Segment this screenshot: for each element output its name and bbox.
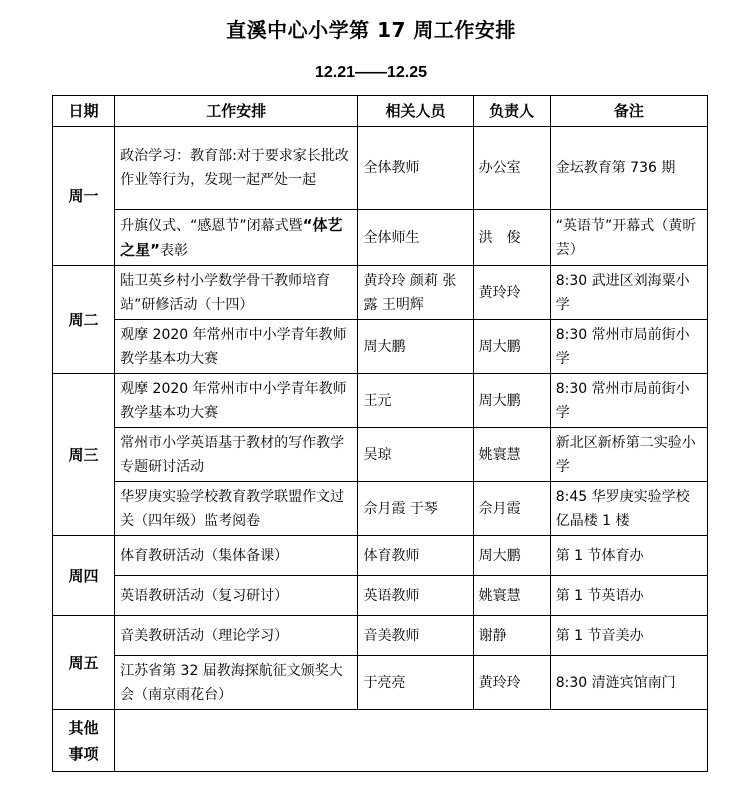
note-cell: “英语节”开幕式（黄昕芸） <box>550 210 707 266</box>
table-row <box>53 482 708 536</box>
task-cell: 华罗庚实验学校教育教学联盟作文过关（四年级）监考阅卷 <box>115 482 358 536</box>
people-cell: 英语教师 <box>358 576 473 616</box>
page-title: 直溪中心小学第 17 周工作安排 <box>226 18 516 42</box>
people-cell: 王元 <box>358 374 473 428</box>
table-row <box>53 374 708 428</box>
table-row <box>53 210 708 266</box>
table-row <box>53 656 708 710</box>
other-label-line1: 其他 <box>68 718 99 737</box>
task-cell: 英语教研活动（复习研讨） <box>115 576 358 616</box>
header-people: 相关人员 <box>358 96 473 127</box>
header-note: 备注 <box>550 96 707 127</box>
task-cell: 江苏省第 32 届教海探航征文颁奖大会（南京雨花台） <box>115 656 358 710</box>
date-range: 12.21——12.25 <box>314 64 428 81</box>
note-cell: 金坛教育第 736 期 <box>550 127 707 210</box>
lead-cell: 周大鹏 <box>473 320 550 374</box>
table-header-row <box>53 96 708 127</box>
day-label: 周五 <box>53 616 115 710</box>
lead-cell: 黄玲玲 <box>473 656 550 710</box>
task-cell: 观摩 2020 年常州市中小学青年教师教学基本功大赛 <box>115 320 358 374</box>
day-label: 周二 <box>53 266 115 374</box>
task-cell: 常州市小学英语基于教材的写作教学专题研讨活动 <box>115 428 358 482</box>
note-cell: 第 1 节音美办 <box>550 616 707 656</box>
people-cell: 音美教师 <box>358 616 473 656</box>
people-cell: 黄玲玲 颜莉 张露 王明辉 <box>358 266 473 320</box>
lead-cell: 周大鹏 <box>473 374 550 428</box>
day-label: 周四 <box>53 536 115 616</box>
task-text: 表彰 <box>159 242 188 259</box>
lead-cell: 姚寰慧 <box>473 428 550 482</box>
day-label: 周一 <box>53 127 115 266</box>
table-row <box>53 428 708 482</box>
task-cell <box>115 210 358 266</box>
table-row <box>53 266 708 320</box>
note-cell: 8:45 华罗庚实验学校亿晶楼 1 楼 <box>550 482 707 536</box>
table-row <box>53 320 708 374</box>
header-task: 工作安排 <box>115 96 358 127</box>
task-emphasis: “体艺之星” <box>120 215 343 259</box>
people-cell: 佘月霞 于琴 <box>358 482 473 536</box>
task-cell: 观摩 2020 年常州市中小学青年教师教学基本功大赛 <box>115 374 358 428</box>
people-cell: 全体师生 <box>358 210 473 266</box>
table-row <box>53 616 708 656</box>
task-cell: 音美教研活动（理论学习） <box>115 616 358 656</box>
lead-cell: 洪 俊 <box>473 210 550 266</box>
table-row <box>53 127 708 210</box>
task-cell: 陆卫英乡村小学数学骨干教师培育站”研修活动（十四） <box>115 266 358 320</box>
note-cell: 第 1 节体育办 <box>550 536 707 576</box>
people-cell: 吴琼 <box>358 428 473 482</box>
task-cell: 体育教研活动（集体备课） <box>115 536 358 576</box>
table-row <box>53 576 708 616</box>
task-text: 升旗仪式、“感恩节”闭幕式暨 <box>120 217 303 234</box>
lead-cell: 谢静 <box>473 616 550 656</box>
lead-cell: 黄玲玲 <box>473 266 550 320</box>
people-cell: 全体教师 <box>358 127 473 210</box>
schedule-table <box>52 95 708 772</box>
lead-cell: 佘月霞 <box>473 482 550 536</box>
note-cell: 8:30 武进区刘海粟小学 <box>550 266 707 320</box>
note-cell: 8:30 清涟宾馆南门 <box>550 656 707 710</box>
people-cell: 于亮亮 <box>358 656 473 710</box>
lead-cell: 姚寰慧 <box>473 576 550 616</box>
table-row <box>53 536 708 576</box>
other-label <box>53 710 115 772</box>
lead-cell: 周大鹏 <box>473 536 550 576</box>
header-lead: 负责人 <box>473 96 550 127</box>
lead-cell: 办公室 <box>473 127 550 210</box>
note-cell: 新北区新桥第二实验小学 <box>550 428 707 482</box>
task-cell: 政治学习：教育部:对于要求家长批改作业等行为，发现一起严处一起 <box>115 127 358 210</box>
day-label: 周三 <box>53 374 115 536</box>
note-cell: 第 1 节英语办 <box>550 576 707 616</box>
table-row <box>53 710 708 772</box>
other-content <box>115 710 708 772</box>
note-cell: 8:30 常州市局前街小学 <box>550 374 707 428</box>
people-cell: 周大鹏 <box>358 320 473 374</box>
header-date: 日期 <box>53 96 115 127</box>
note-cell: 8:30 常州市局前街小学 <box>550 320 707 374</box>
other-label-line2: 事项 <box>68 744 99 763</box>
people-cell: 体育教师 <box>358 536 473 576</box>
